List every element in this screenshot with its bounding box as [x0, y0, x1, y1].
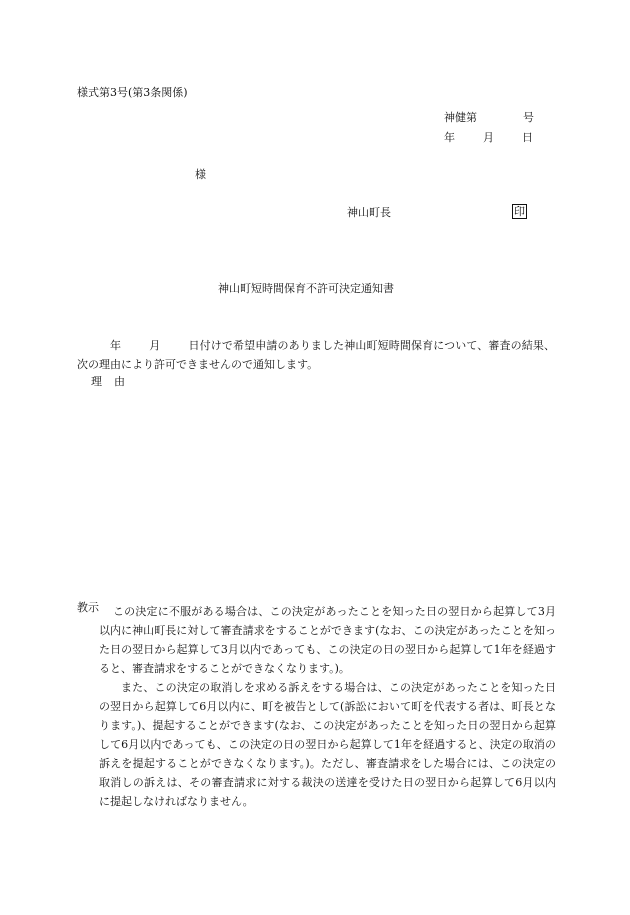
body-text: 日付けで希望申請のありました神山町短時間保育について、審査の結果、次の理由により許可できませんので通知します。 [77, 339, 556, 371]
date-month: 月 [483, 131, 494, 144]
reference-number [444, 112, 534, 123]
seal-mark: 印 [514, 205, 525, 218]
date-year: 年 [444, 131, 455, 144]
sender-title: 神山町長 [347, 206, 391, 219]
instruction-paragraph-1: この決定に不服がある場合は、この決定があったことを知った日の翌日から起算して3月以内に神山町長に対して審査請求をすることができます(なお、この決定があったことを知った日の翌日から起算して3月以内であっても、この決定の日の翌日から起算して1年を経過すると、審査請求をすることができなくなります。)。 [99, 605, 556, 675]
reference-suffix: 号 [523, 111, 534, 124]
reference-prefix: 神健第 [444, 111, 477, 124]
form-number-label: 様式第3号(第3条関係) [77, 86, 188, 99]
notice-body [77, 336, 555, 374]
reason-label [91, 376, 125, 387]
reason-char-2: 由 [114, 375, 125, 388]
recipient-honorific: 様 [195, 168, 206, 181]
body-year: 年 [110, 339, 122, 352]
instruction-text [99, 602, 556, 811]
document-title: 神山町短時間保育不許可決定通知書 [218, 282, 394, 295]
instruction-label: 教示 [77, 601, 99, 614]
date-day: 日 [522, 131, 533, 144]
reason-char-1: 理 [91, 375, 102, 388]
body-month: 月 [149, 339, 161, 352]
instruction-paragraph-2: また、この決定の取消しを求める訴えをする場合は、この決定があったことを知った日の翌日から起算して6月以内に、町を被告として(訴訟において町を代表する者は、町長となります。)、提起することができます(なお、この決定があったことを知った日の翌日から起算して6月以内であっても、この決定の日の翌日から起算して1年を経過すると、決定の取消の訴えを提起することができなくなります。)。ただし、審査請求をした場合には、この決定の取消しの訴えは、その審査請求に対する裁決の送達を受けた日の翌日から起算して6月以内に提起しなければなりません。 [99, 681, 556, 808]
issue-date [444, 132, 533, 143]
